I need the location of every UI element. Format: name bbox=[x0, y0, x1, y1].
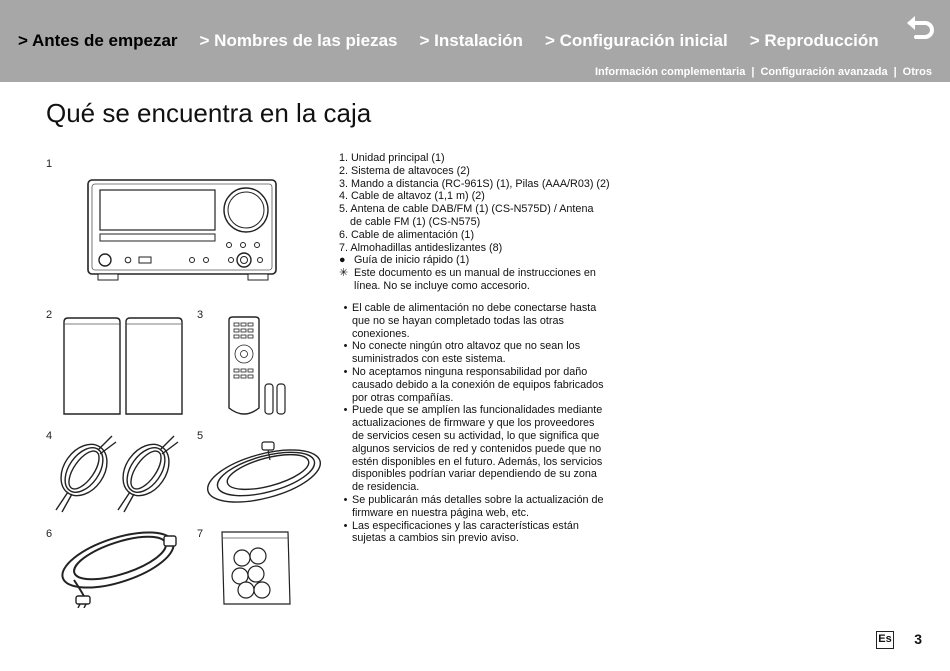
asterisk-icon: ✳ bbox=[339, 267, 349, 280]
note-item: • Se publicarán más detalles sobre la actualización de firmware en nuestra página web, etc. bbox=[339, 494, 624, 520]
bullet-icon: • bbox=[343, 365, 348, 378]
list-item: 1. Unidad principal (1) bbox=[339, 152, 445, 164]
list-item: 6. Cable de alimentación (1) bbox=[339, 228, 475, 241]
anti-slip-pads-illustration bbox=[218, 528, 294, 608]
list-item: 7. Almohadillas antideslizantes (8) bbox=[339, 241, 503, 254]
fm-antenna-illustration bbox=[202, 438, 328, 506]
language-badge: Es bbox=[876, 631, 894, 649]
main-unit-illustration bbox=[86, 176, 280, 284]
note-item: • No aceptamos ninguna responsabilidad por daño causado debido a la conexión de equipos fabricados por otras compañías. bbox=[339, 366, 624, 404]
list-item: 5. Antena de cable DAB/FM (1) (CS-N575D) / Antena bbox=[339, 203, 594, 216]
link-configuracion-avanzada[interactable]: Configuración avanzada bbox=[760, 66, 888, 78]
list-item-continuation: línea. No se incluye como accesorio. bbox=[354, 279, 530, 292]
bullet-icon: • bbox=[343, 340, 348, 353]
list-item: ● Guía de inicio rápido (1) bbox=[339, 254, 470, 267]
figure-number-7: 7 bbox=[197, 528, 204, 540]
list-item: ✳ Este documento es un manual de instrucciones en bbox=[339, 267, 596, 280]
note-item: • No conecte ningún otro altavoz que no sean los suministrados con este sistema. bbox=[339, 340, 624, 366]
bullet-icon: • bbox=[343, 404, 348, 417]
tab-reproduccion[interactable]: > Reproducción bbox=[749, 31, 879, 50]
bullet-icon: • bbox=[343, 519, 348, 532]
power-cord-illustration bbox=[52, 522, 182, 608]
main-nav bbox=[18, 31, 901, 51]
sub-navigation bbox=[595, 66, 932, 78]
figure-number-4: 4 bbox=[46, 430, 53, 442]
list-item: 4. Cable de altavoz (1,1 m) (2) bbox=[339, 190, 485, 203]
note-item: • Las especificaciones y las características están sujetas a cambios sin previo aviso. bbox=[339, 520, 624, 546]
return-arrow-icon[interactable] bbox=[906, 14, 936, 40]
bullet-icon: • bbox=[343, 493, 348, 506]
tab-antes-de-empezar[interactable]: > Antes de empezar bbox=[18, 31, 178, 50]
figure-number-5: 5 bbox=[197, 430, 204, 442]
list-item-continuation: de cable FM (1) (CS-N575) bbox=[350, 215, 481, 228]
note-item: • Puede que se amplíen las funcionalidades mediante actualizaciones de firmware y que los proveedores de servicios cesen su actividad, lo que significa que algunos servicios de red y contenidos puede que no estén disponibles en el futuro. Además, los servicios disponibles podrían variar dependiendo de su zona de residencia. bbox=[339, 404, 624, 494]
note-item: • El cable de alimentación no debe conectarse hasta que no se hayan completado todas las otras conexiones. bbox=[339, 302, 624, 340]
contents-list bbox=[339, 152, 624, 293]
page-number: 3 bbox=[914, 631, 922, 647]
link-otros[interactable]: Otros bbox=[902, 66, 932, 78]
remote-control-illustration bbox=[225, 316, 295, 418]
subnav-separator: | bbox=[751, 66, 755, 78]
list-item: 3. Mando a distancia (RC-961S) (1), Pilas (AAA/R03) (2) bbox=[339, 177, 610, 190]
page-title: Qué se encuentra en la caja bbox=[46, 98, 372, 128]
bullet-icon: ● bbox=[339, 254, 346, 267]
speaker-cable-illustration bbox=[50, 430, 190, 516]
bullet-icon: • bbox=[343, 302, 348, 314]
list-item: 2. Sistema de altavoces (2) bbox=[339, 164, 470, 177]
subnav-separator: | bbox=[893, 66, 897, 78]
top-navigation-bar bbox=[0, 0, 950, 82]
link-informacion-complementaria[interactable]: Información complementaria bbox=[594, 66, 746, 78]
tab-configuracion-inicial[interactable]: > Configuración inicial bbox=[544, 31, 728, 50]
figure-number-3: 3 bbox=[197, 309, 204, 321]
figure-number-1: 1 bbox=[46, 158, 53, 170]
notes-list bbox=[339, 302, 624, 545]
tab-instalacion[interactable]: > Instalación bbox=[419, 31, 523, 50]
figure-number-6: 6 bbox=[46, 528, 53, 540]
tab-nombres-de-las-piezas[interactable]: > Nombres de las piezas bbox=[199, 31, 398, 50]
figure-number-2: 2 bbox=[46, 309, 53, 321]
speakers-illustration bbox=[60, 316, 188, 418]
